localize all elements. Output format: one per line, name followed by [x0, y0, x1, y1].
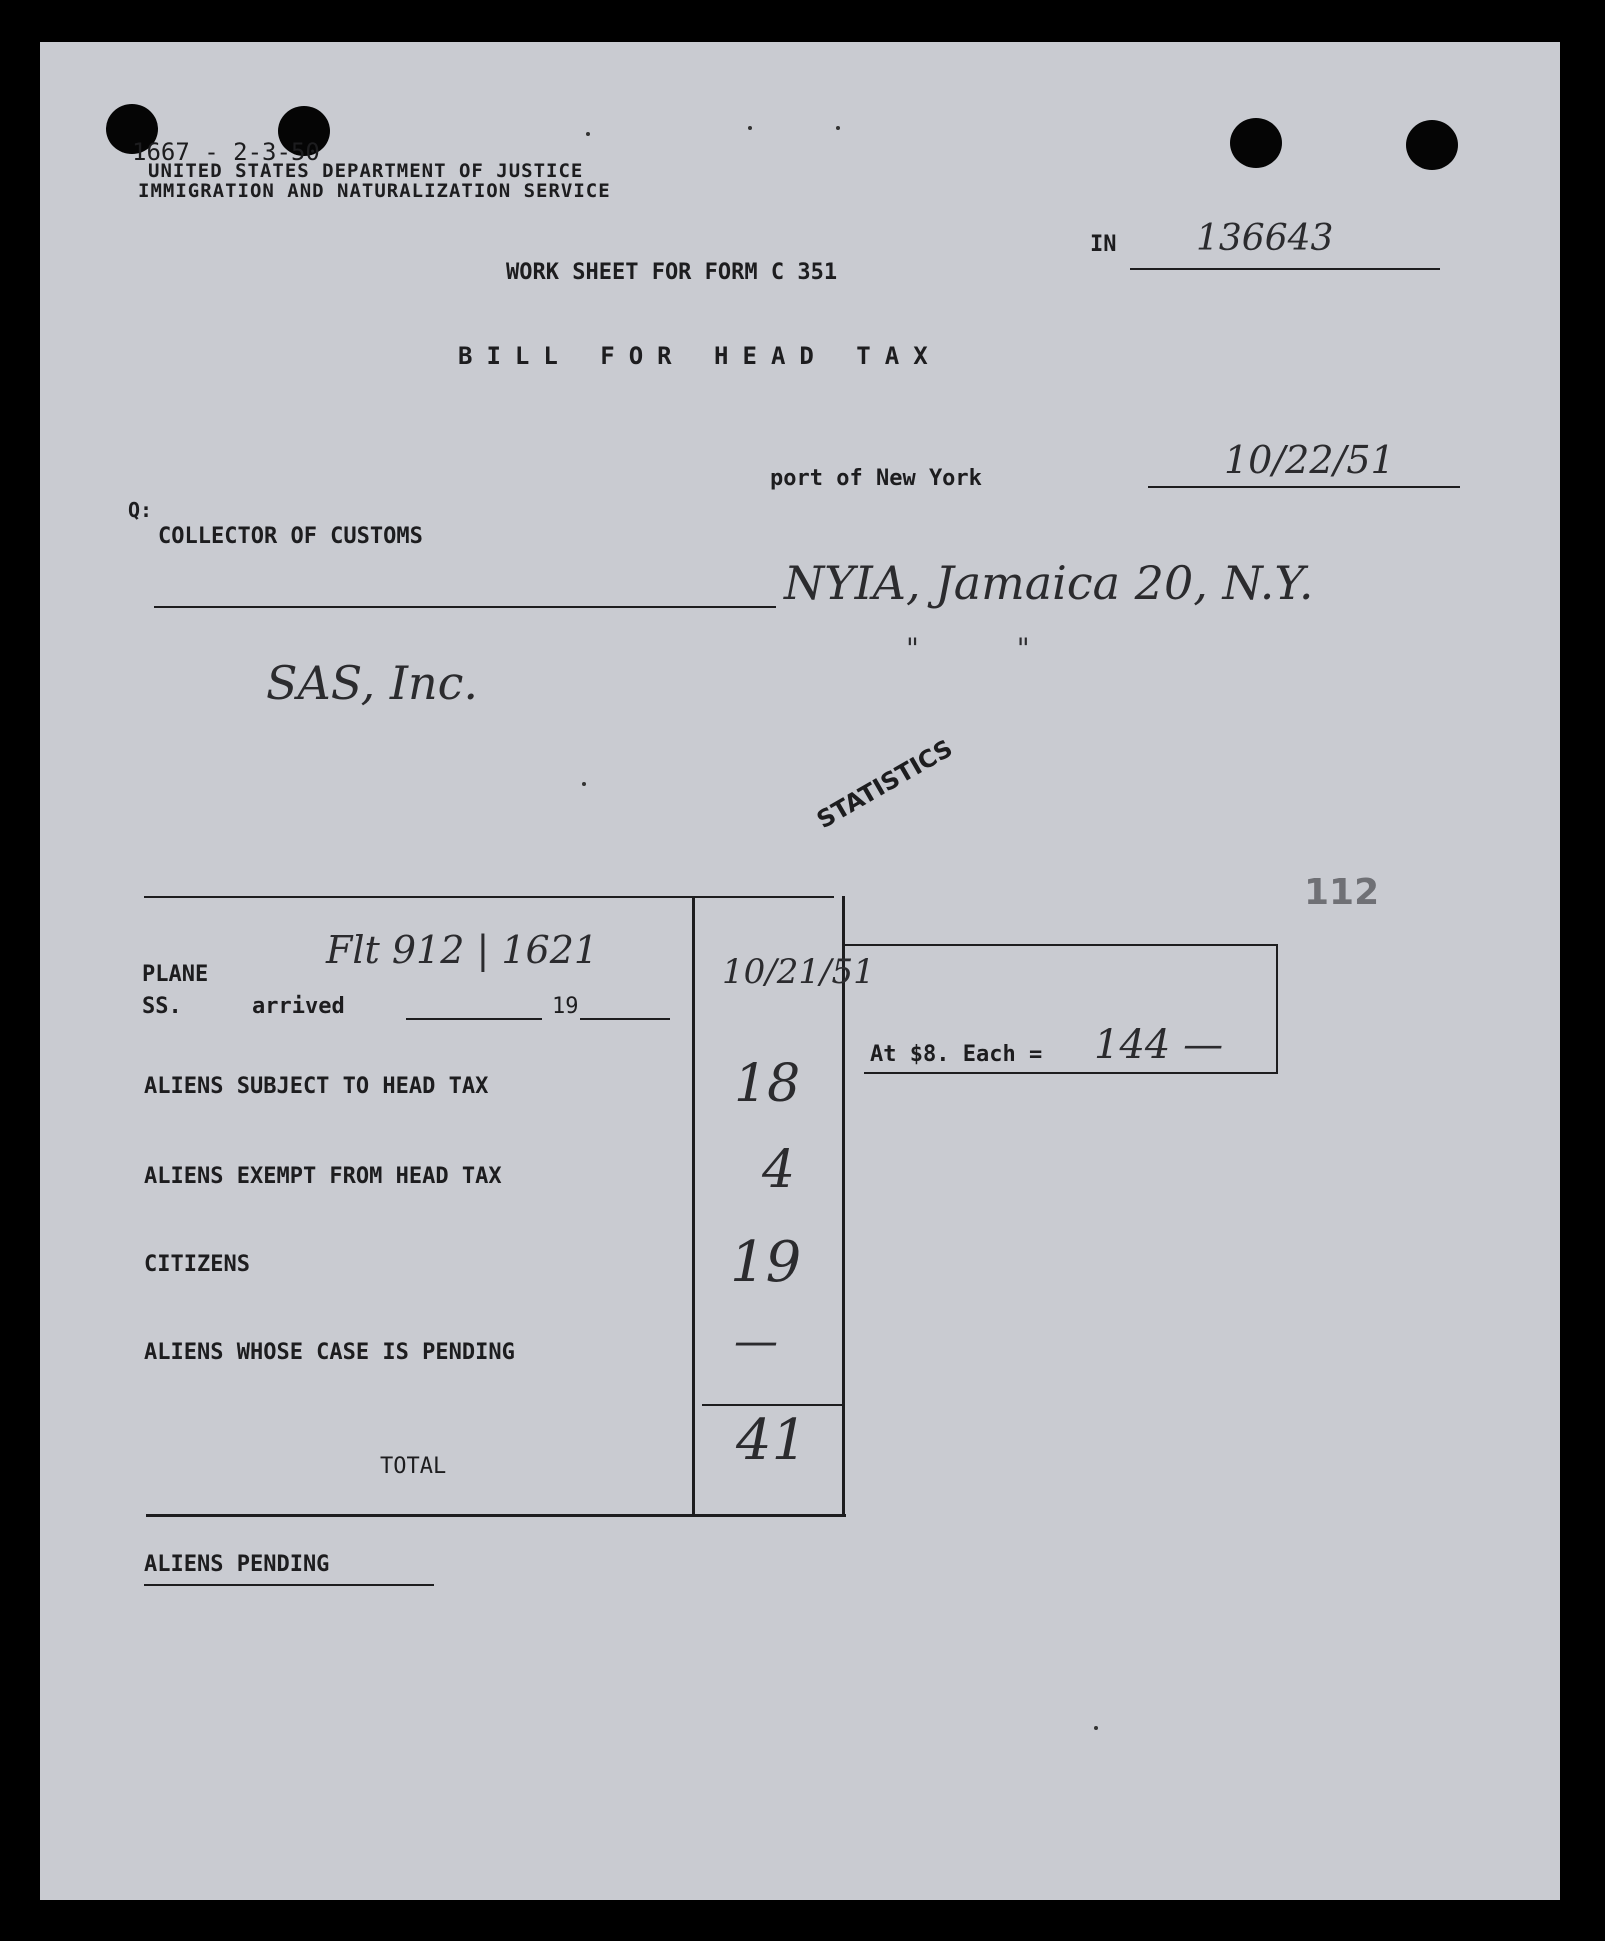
- aliens-exempt-value: 4: [762, 1140, 796, 1200]
- rate-box-right: [1276, 944, 1278, 1074]
- rate-box-top: [844, 944, 1278, 946]
- total-label: TOTAL: [380, 1454, 447, 1479]
- total-separator-line: [702, 1404, 844, 1406]
- year-prefix: 19: [552, 994, 579, 1019]
- carrier-name: SAS, Inc.: [266, 656, 479, 710]
- flight-number: Flt 912 | 1621: [326, 928, 599, 972]
- speck: [1094, 1726, 1098, 1730]
- speck: [582, 782, 586, 786]
- speck: [748, 126, 752, 130]
- speck: [836, 126, 840, 130]
- collector-line: [154, 606, 776, 608]
- aliens-pending-label: ALIENS PENDING: [144, 1552, 330, 1577]
- statistics-stamp: STATISTICS: [812, 734, 958, 835]
- total-value: 41: [736, 1408, 808, 1473]
- aliens-exempt-label: ALIENS EXEMPT FROM HEAD TAX: [144, 1164, 502, 1189]
- collector-label: COLLECTOR OF CUSTOMS: [158, 524, 423, 549]
- ditto-marks: " ": [906, 632, 1030, 665]
- document-sheet: [40, 42, 1560, 1900]
- aliens-pending-line: [144, 1584, 434, 1586]
- in-number-line: [1130, 268, 1440, 270]
- year-line: [580, 1018, 670, 1020]
- plane-label: PLANE: [142, 962, 209, 987]
- port-date: 10/22/51: [1224, 438, 1395, 482]
- collector-location: NYIA, Jamaica 20, N.Y.: [784, 556, 1314, 610]
- port-label: port of New York: [770, 466, 982, 491]
- speck: [586, 132, 590, 136]
- aliens-pending-case-value: —: [734, 1316, 778, 1367]
- service-name: IMMIGRATION AND NATURALIZATION SERVICE: [138, 180, 611, 202]
- punch-hole-right-2: [1406, 120, 1458, 170]
- in-label: IN: [1090, 232, 1117, 257]
- value-column-left-border: [692, 896, 695, 1514]
- table-top-line: [144, 896, 834, 898]
- table-bottom-line: [146, 1514, 846, 1517]
- aliens-subject-label: ALIENS SUBJECT TO HEAD TAX: [144, 1074, 489, 1099]
- citizens-value: 19: [730, 1230, 802, 1295]
- worksheet-title: WORK SHEET FOR FORM C 351: [506, 260, 838, 285]
- aliens-subject-value: 18: [734, 1054, 801, 1114]
- form-code: 1667 - 2-3-50: [132, 138, 320, 166]
- citizens-label: CITIZENS: [144, 1252, 250, 1277]
- rate-label: At $8. Each =: [870, 1042, 1043, 1067]
- department-name: UNITED STATES DEPARTMENT OF JUSTICE: [148, 160, 584, 182]
- arrival-date: 10/21/51: [722, 952, 875, 992]
- rate-box-bottom: [864, 1072, 1278, 1074]
- punch-hole-right-1: [1230, 118, 1282, 168]
- rate-amount: 144 —: [1094, 1022, 1224, 1068]
- page-number-stamp: 112: [1304, 872, 1380, 913]
- port-date-line: [1148, 486, 1460, 488]
- bill-title: BILL FOR HEAD TAX: [458, 342, 942, 370]
- arrived-line: [406, 1018, 542, 1020]
- ss-label: SS.: [142, 994, 182, 1019]
- aliens-pending-case-label: ALIENS WHOSE CASE IS PENDING: [144, 1340, 515, 1365]
- to-label: Q:: [128, 498, 153, 522]
- arrived-label: arrived: [252, 994, 345, 1019]
- in-number: 136643: [1196, 218, 1334, 259]
